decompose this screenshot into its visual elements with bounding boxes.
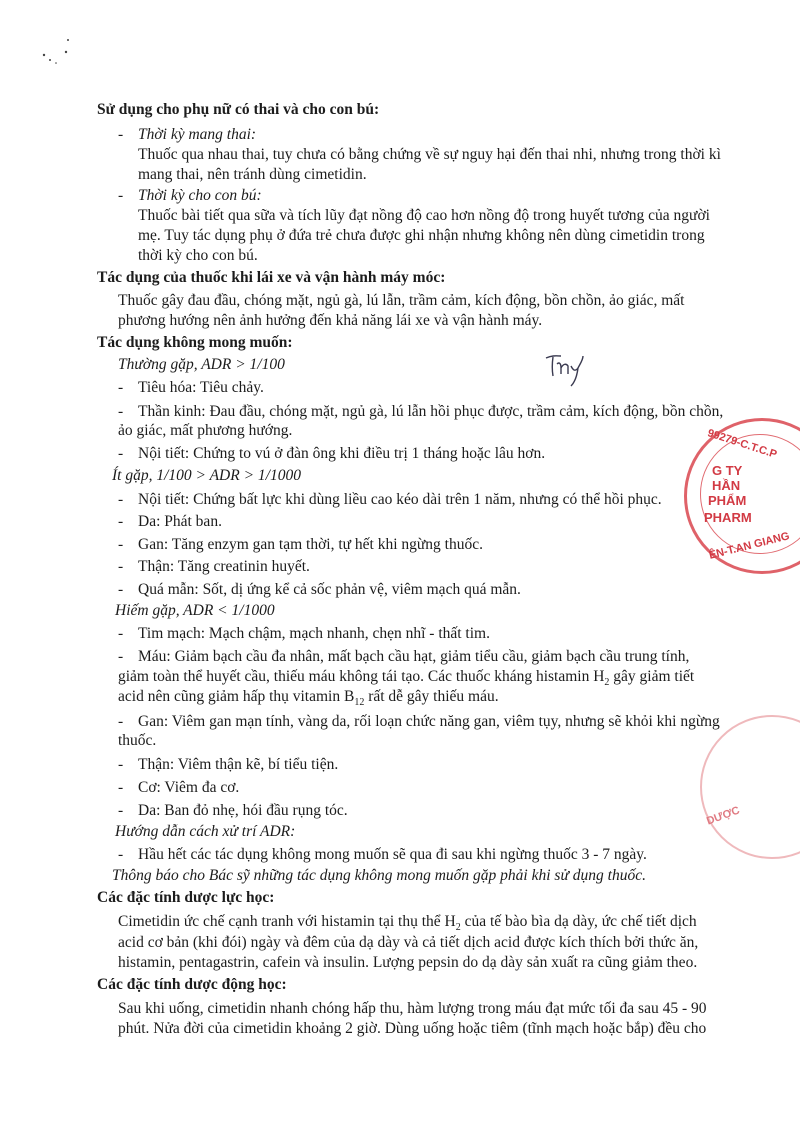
faint-stamp-text: DƯỢC — [704, 804, 742, 828]
pregnancy-text-line: mang thai, nên tránh dùng cimetidin. — [138, 166, 367, 183]
section-heading-pharmacodynamics: Các đặc tính dược lực học: — [97, 889, 275, 906]
pharmacokinetics-text-line: Sau khi uống, cimetidin nhanh chóng hấp thu, hàm lượng trong máu đạt mức tối đa sau 45 - 90 — [118, 1000, 707, 1017]
bullet-dash: - — [118, 713, 124, 730]
driving-text-line: Thuốc gây đau đầu, chóng mặt, ngủ gà, lú lẫn, trầm cảm, kích động, bồn chồn, ảo giác, mất — [118, 292, 685, 309]
section-heading-adverse: Tác dụng không mong muốn: — [97, 334, 293, 351]
stamp-top-text: 99279-C.T.C.P — [705, 427, 779, 461]
pd-text-1b: của tế bào bìa dạ dày, ức chế tiết dịch — [460, 913, 697, 930]
handwritten-signature — [543, 350, 588, 390]
bullet-dash: - — [118, 491, 124, 508]
scan-speck-marks — [36, 30, 86, 70]
bullet-dash: - — [118, 445, 124, 462]
bullet-dash: - — [118, 513, 124, 530]
stamp-text-line: G TY — [712, 463, 743, 478]
bullet-dash: - — [118, 756, 124, 773]
pharmacodynamics-text-line: acid cơ bản (khi đói) ngày và đêm của dạ dày và cả tiết dịch acid được kích thích bởi thức ăn, — [118, 934, 699, 951]
rare-2b-end: gây giảm tiết — [609, 668, 695, 685]
adr-item: Thận: Viêm thận kẽ, bí tiểu tiện. — [138, 756, 339, 773]
adr-item: Quá mẫn: Sốt, dị ứng kể cả sốc phản vệ, viêm mạch quá mẫn. — [138, 581, 521, 598]
bullet-dash: - — [118, 126, 124, 143]
pharmacodynamics-text-line: histamin, pentagastrin, cafein và insulin. Lượng pepsin do dạ dày sản xuất ra cũng giảm theo. — [118, 954, 698, 971]
bullet-dash: - — [118, 802, 124, 819]
section-heading-driving: Tác dụng của thuốc khi lái xe và vận hành máy móc: — [97, 269, 446, 286]
bullet-dash: - — [118, 379, 124, 396]
stamp-bottom-text: ÊN-T.AN GIANG — [707, 530, 791, 562]
subscript: 12 — [354, 697, 365, 709]
adr-item-continued — [118, 687, 499, 713]
bullet-dash: - — [118, 779, 124, 796]
bullet-dash: - — [118, 536, 124, 553]
lactation-text-line: Thuốc bài tiết qua sữa và tích lũy đạt nồng độ cao hơn nồng độ trong huyết tương của người — [138, 207, 710, 224]
bullet-dash: - — [118, 648, 124, 665]
stamp-text-line: PHẨM — [708, 493, 747, 508]
pregnancy-text-line: Thuốc qua nhau thai, tuy chưa có bằng chứng về sự nguy hại đến thai nhi, nhưng trong thời kì — [138, 146, 721, 163]
adr-item: Gan: Tăng enzym gan tạm thời, tự hết khi ngừng thuốc. — [138, 536, 483, 553]
adr-item: Thần kinh: Đau đầu, chóng mặt, ngủ gà, lú lẫn hồi phục được, trầm cảm, kích động, bồn chồn, — [138, 403, 724, 420]
rare-2c-text: acid nên cũng giảm hấp thụ vitamin B — [118, 688, 355, 705]
adr-item: Cơ: Viêm đa cơ. — [138, 779, 240, 796]
adr-item: Da: Phát ban. — [138, 513, 222, 530]
pharmacokinetics-text-line: phút. Nửa đời của cimetidin khoảng 2 giờ. Dùng uống hoặc tiêm (tĩnh mạch hoặc bắp) đều cho — [118, 1020, 707, 1037]
adr-uncommon-label: Ít gặp, 1/100 > ADR > 1/1000 — [112, 467, 301, 484]
lactation-text-line: mẹ. Tuy tác dụng phụ ở đứa trẻ chưa được ghi nhận nhưng không nên dùng cimetidin trong — [138, 227, 705, 244]
adr-item: Da: Ban đỏ nhẹ, hói đầu rụng tóc. — [138, 802, 348, 819]
adr-item: Gan: Viêm gan mạn tính, vàng da, rối loạn chức năng gan, viêm tụy, nhưng sẽ khỏi khi ngừng — [138, 713, 720, 730]
adr-item: Nội tiết: Chứng bất lực khi dùng liều cao kéo dài trên 1 năm, nhưng có thể hồi phục. — [138, 491, 662, 508]
adr-item: Nội tiết: Chứng to vú ở đàn ông khi điều trị 1 tháng hoặc lâu hơn. — [138, 445, 546, 462]
bullet-dash: - — [118, 581, 124, 598]
adr-item: Máu: Giảm bạch cầu đa nhân, mất bạch cầu hạt, giảm tiểu cầu, giảm bạch cầu trung tính, — [138, 648, 690, 665]
subscript: 2 — [455, 922, 461, 934]
faint-stamp — [700, 715, 800, 859]
section-heading-pharmacokinetics: Các đặc tính dược động học: — [97, 976, 287, 993]
rare-2b-text: giảm toàn thể huyết cầu, thiếu máu không tái tạo. Các thuốc kháng histamin H — [118, 668, 605, 685]
lactation-label: Thời kỳ cho con bú: — [138, 187, 262, 204]
bullet-dash: - — [118, 558, 124, 575]
adr-item: Thận: Tăng creatinin huyết. — [138, 558, 310, 575]
adr-item: Tim mạch: Mạch chậm, mạch nhanh, chẹn nhĩ - thất tim. — [138, 625, 490, 642]
adr-item-continued: ảo giác, mất phương hướng. — [118, 422, 293, 439]
driving-text-line: phương hướng nên ảnh hưởng đến khả năng lái xe và vận hành máy. — [118, 312, 543, 329]
section-heading-pregnancy: Sử dụng cho phụ nữ có thai và cho con bú: — [97, 101, 380, 118]
stamp-text-line: PHARM — [704, 510, 752, 525]
bullet-dash: - — [118, 846, 124, 863]
pd-text-1a: Cimetidin ức chế cạnh tranh với histamin tại thụ thể H — [118, 913, 456, 930]
bullet-dash: - — [118, 187, 124, 204]
adr-item: Tiêu hóa: Tiêu chảy. — [138, 379, 264, 396]
adr-notice: Thông báo cho Bác sỹ những tác dụng không mong muốn gặp phải khi sử dụng thuốc. — [112, 867, 646, 884]
adr-item: Hầu hết các tác dụng không mong muốn sẽ qua đi sau khi ngừng thuốc 3 - 7 ngày. — [138, 846, 647, 863]
adr-common-label: Thường gặp, ADR > 1/100 — [118, 356, 285, 373]
bullet-dash: - — [118, 625, 124, 642]
adr-rare-label: Hiếm gặp, ADR < 1/1000 — [115, 602, 275, 619]
adr-guide-label: Hướng dẫn cách xử trí ADR: — [115, 823, 296, 840]
rare-2c-end: rất dễ gây thiếu máu. — [364, 688, 499, 705]
subscript: 2 — [604, 677, 610, 689]
adr-item-continued: thuốc. — [118, 732, 157, 749]
pregnancy-label: Thời kỳ mang thai: — [138, 126, 257, 143]
lactation-text-line: thời kỳ cho con bú. — [138, 247, 258, 264]
stamp-text-line: HẦN — [712, 478, 741, 493]
bullet-dash: - — [118, 403, 124, 420]
